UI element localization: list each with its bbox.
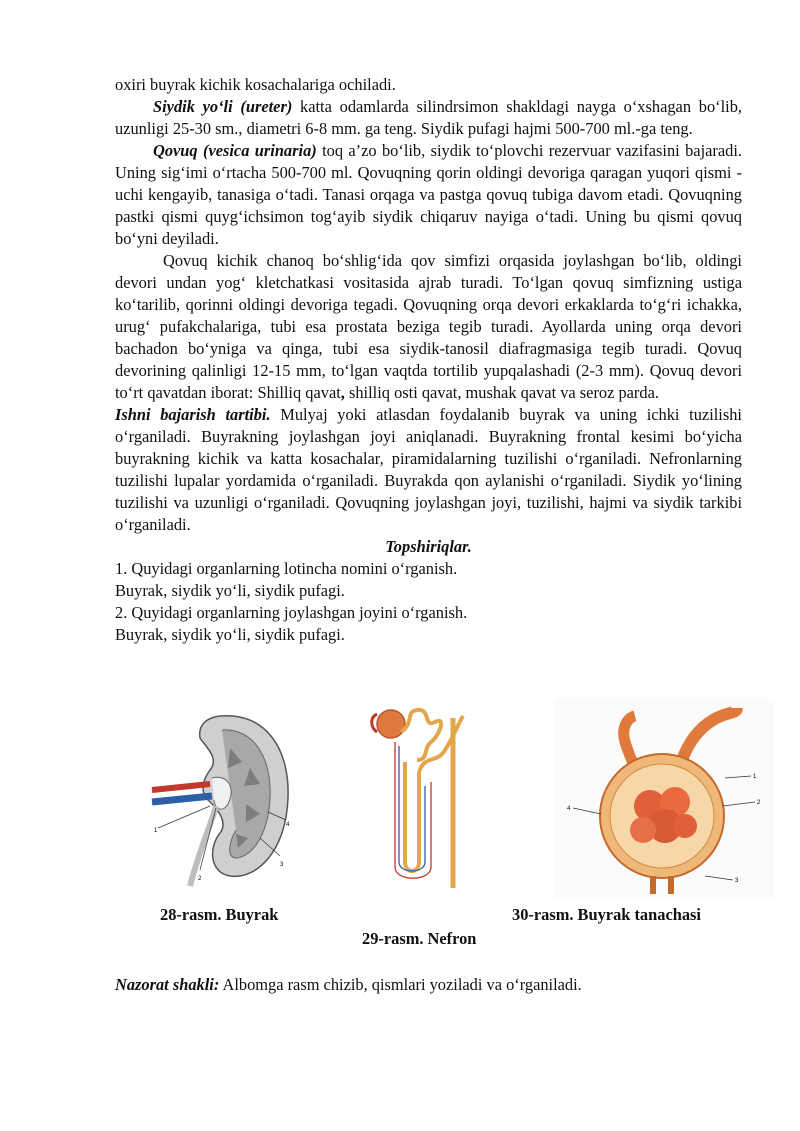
paragraph-bladder-position-end: shilliq osti qavat, mushak qavat va seroz parda. — [344, 383, 659, 402]
caption-kidney: 28-rasm. Buyrak — [160, 905, 279, 924]
corpuscle-label-1: 1 — [753, 774, 757, 780]
corpuscle-label-3: 3 — [735, 878, 739, 884]
paragraph-bladder-body: toq a’zo bo‘lib, siydik to‘plovchi rezervuar vazifasini bajaradi. Uning sig‘imi o‘rtacha 500-700 ml. Qovuqning qorin oldingi devoriga qaragan yuqori qismi -uchi kengayib, tanasiga o‘tadi. Tanasi orqaga va pastga qovuq tubiga davom etadi. Qovuqning pastki qismi quyg‘ichsimon tog‘ayib siydik chiqaruv nayiga o‘tadi. Uning bu qismi qovuq bo‘yni deyiladi. — [115, 141, 742, 248]
term-bladder: Qovuq (vesica urinaria) — [153, 141, 317, 160]
caption-nephron: 29-rasm. Nefron — [362, 929, 477, 948]
kidney-label-2: 2 — [198, 876, 202, 882]
term-control: Nazorat shakli: — [115, 975, 220, 994]
control-form — [115, 974, 742, 996]
caption-corpuscle: 30-rasm. Buyrak tanachasi — [512, 905, 701, 924]
kidney-label-4: 4 — [286, 822, 290, 828]
kidney-figure — [150, 708, 295, 888]
paragraph-0: oxiri buyrak kichik kosachalariga ochiladi. — [115, 75, 396, 94]
paragraph-bladder-position — [115, 250, 742, 404]
task-1-list: Buyrak, siydik yo‘li, siydik pufagi. — [115, 581, 345, 600]
paragraph-bladder — [115, 140, 742, 250]
paragraph-bladder-position-body: Qovuq kichik chanoq bo‘shlig‘ida qov simfizi orqasida joylashgan bo‘lib, oldingi devori undan yog‘ kletchatkasi vositasida ajrab turadi. To‘lgan qovuq simfizning ustiga ko‘tarilib, qorinni oldingi devoriga tegadi. Qovuqning orqa devori erkaklarda to‘g‘ri ichakka, urug‘ pufakchalariga, tubi esa prostata beziga tegib turadi. Ayollarda uning orqa devori bachadon bo‘yniga va qinga, tubi esa siydik-tanosil diafragmasiga tegib turadi. Qovuq devorining qalinligi 12-15 mm, to‘lgan vaqtda tortilib yupqalashadi (2-3 mm). Qovuq devori to‘rt qavatdan iborat: Shilliq qavat — [115, 251, 742, 402]
kidney-label-3: 3 — [280, 862, 284, 868]
tasks-heading: Topshiriqlar. — [385, 537, 472, 556]
term-ureter: Siydik yo‘li (ureter) — [153, 97, 293, 116]
task-2: 2. Quyidagi organlarning joylashgan joyini o‘rganish. — [115, 603, 468, 622]
paragraph-procedure — [115, 404, 742, 536]
nephron-figure — [365, 702, 475, 892]
task-1: 1. Quyidagi organlarning lotincha nomini o‘rganish. — [115, 559, 458, 578]
paragraph-procedure-body: Mulyaj yoki atlasdan foydalanib buyrak va uning ichki tuzilishi o‘rganiladi. Buyrakning joylashgan joyi aniqlanadi. Buyrakning frontal kesimi bo‘yicha buyrakning kichik va katta kosachalar, piramidalarning tuzilishi o‘rganiladi. Nefronlarning tuzilishi lupalar yordamida o‘rganiladi. Buyrakda qon aylanishi o‘rganiladi. Siydik yo‘lining tuzilishi va uzunligi o‘rganiladi. Qovuqning joylashgan joyi, tuzilishi, hajmi va siydik tarkibi o‘rganiladi. — [115, 405, 742, 534]
corpuscle-label-4: 4 — [567, 806, 571, 812]
corpuscle-label-2: 2 — [757, 800, 761, 806]
paragraph-ureter-body: katta odamlarda silindrsimon shakldagi nayga o‘xshagan bo‘lib, uzunligi 25-30 sm., diametri 6-8 mm. ga teng. Siydik pufagi hajmi 500-700 ml.-ga teng. — [115, 97, 742, 138]
paragraph-ureter — [115, 96, 742, 140]
corpuscle-figure — [555, 698, 775, 898]
task-2-list: Buyrak, siydik yo‘li, siydik pufagi. — [115, 625, 345, 644]
control-form-body: Albomga rasm chizib, qismlari yoziladi va o‘rganiladi. — [219, 975, 582, 994]
figures-row — [115, 698, 795, 948]
page-text — [115, 74, 761, 994]
term-procedure: Ishni bajarish tartibi. — [115, 405, 271, 424]
paragraph-comma: , — [340, 383, 345, 402]
kidney-label-1: 1 — [154, 828, 158, 834]
